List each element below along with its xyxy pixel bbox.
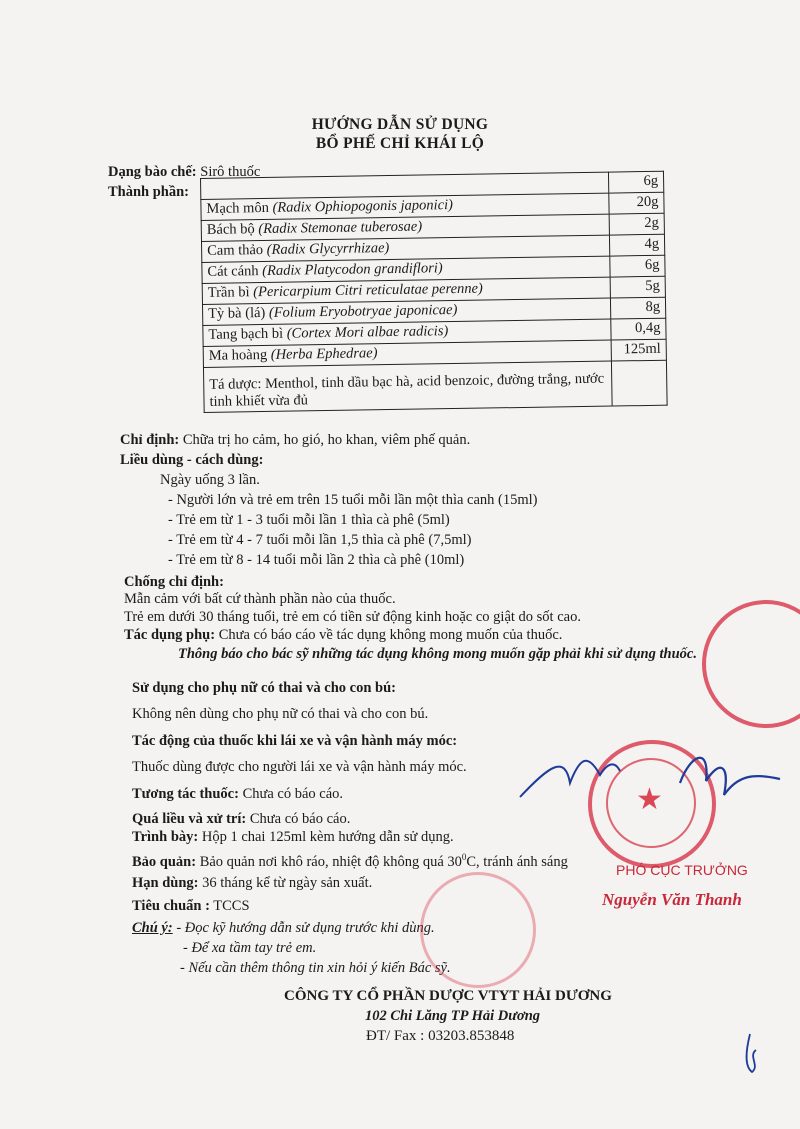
- standard: [132, 898, 250, 915]
- star-icon: ★: [636, 783, 663, 816]
- indication: [120, 432, 470, 449]
- presentation-label: Trình bày:: [132, 829, 199, 845]
- ingredient-name: Trần bì: [207, 284, 250, 301]
- ingredients-table: [200, 171, 668, 413]
- ingredient-name: Bách bộ: [206, 221, 255, 238]
- ingredient-name: Ma hoàng: [208, 346, 268, 364]
- excipient-amount-cell: [611, 360, 667, 406]
- storage-value-b: C, tránh ánh sáng: [466, 853, 568, 870]
- ingredient-amount: 125ml: [611, 339, 666, 361]
- title-line-2: BỔ PHẾ CHỈ KHÁI LỘ: [315, 135, 485, 152]
- dosage-line-2: - Người lớn và trẻ em trên 15 tuổi mỗi lần một thìa canh (15ml): [168, 492, 538, 508]
- document-title: [0, 115, 800, 153]
- ingredient-latin: (Radix Stemonae tuberosae): [258, 218, 423, 238]
- ingredient-name: Cam thảo: [207, 242, 264, 259]
- storage-degree-sup: 0: [461, 852, 467, 862]
- company-seal: [420, 872, 536, 988]
- company-address: 102 Chi Lăng TP Hải Dương: [365, 1008, 541, 1024]
- ingredient-name: Tỳ bà (lá): [208, 304, 266, 322]
- side-effects: [124, 627, 562, 644]
- shelf-life-value: 36 tháng kể từ ngày sản xuất.: [202, 875, 373, 891]
- pregnancy-value: Không nên dùng cho phụ nữ có thai và cho con bú.: [132, 706, 429, 722]
- interactions-value: Chưa có báo cáo.: [242, 786, 344, 802]
- company-name: CÔNG TY CỔ PHẦN DƯỢC VTYT HẢI DƯƠNG: [284, 988, 612, 1004]
- storage: [132, 852, 568, 871]
- storage-label: Bảo quản:: [132, 853, 197, 870]
- ingredients-label: Thành phần:: [108, 184, 190, 200]
- ingredient-latin: (Herba Ephedrae): [270, 345, 378, 363]
- ingredient-amount: 6g: [608, 171, 663, 193]
- indication-label: Chỉ định:: [120, 432, 180, 448]
- official-title: PHÓ CỤC TRƯỞNG: [616, 862, 748, 878]
- notes-line-3: - Nếu cần thêm thông tin xin hỏi ý kiến Bác sỹ.: [180, 960, 451, 976]
- signature-strokes: [510, 735, 790, 845]
- company-phone: ĐT/ Fax : 03203.853848: [366, 1028, 515, 1044]
- ingredient-amount: 5g: [610, 276, 665, 298]
- dosage-label: Liều dùng - cách dùng:: [120, 452, 264, 468]
- official-seal-top: [702, 600, 800, 728]
- notify-doctor: Thông báo cho bác sỹ những tác dụng không mong muốn gặp phải khi sử dụng thuốc.: [178, 646, 697, 662]
- ingredient-amount: 2g: [609, 213, 664, 235]
- overdose: [132, 811, 350, 828]
- ingredient-latin: (Folium Eryobotryae japonicae): [268, 301, 458, 321]
- ingredient-amount: 20g: [609, 192, 664, 214]
- dosage-line-1: Ngày uống 3 lần.: [160, 472, 260, 488]
- interactions: [132, 786, 343, 803]
- overdose-value: Chưa có báo cáo.: [249, 811, 351, 827]
- pregnancy-label: Sử dụng cho phụ nữ có thai và cho con bú:: [132, 680, 396, 696]
- ingredient-latin: (Radix Glycyrrhizae): [266, 240, 390, 258]
- side-effects-label: Tác dụng phụ:: [124, 627, 216, 643]
- initial-mark: [738, 1030, 768, 1080]
- notes-label: Chú ý:: [132, 920, 173, 936]
- dosage-form-value: Sirô thuốc: [200, 164, 261, 180]
- dosage-line-5: - Trẻ em từ 8 - 14 tuổi mỗi lần 2 thìa cà phê (10ml): [168, 552, 465, 568]
- ingredient-latin: (Pericarpium Citri reticulatae perenne): [253, 280, 483, 301]
- ingredient-amount: 4g: [609, 234, 664, 256]
- dosage-line-4: - Trẻ em từ 4 - 7 tuổi mỗi lần 1,5 thìa cà phê (7,5ml): [168, 532, 472, 548]
- contraindication-line-2: Trẻ em dưới 30 tháng tuổi, trẻ em có tiền sử động kinh hoặc co giật do sốt cao.: [124, 609, 581, 625]
- driving-label: Tác động của thuốc khi lái xe và vận hành máy móc:: [132, 733, 458, 749]
- presentation: [132, 829, 454, 846]
- ingredient-amount: 0,4g: [611, 318, 666, 340]
- indication-value: Chữa trị ho cảm, ho gió, ho khan, viêm phế quản.: [182, 432, 471, 448]
- official-name: Nguyễn Văn Thanh: [602, 890, 742, 909]
- shelf-life: [132, 875, 372, 892]
- notes: [132, 920, 435, 937]
- interactions-label: Tương tác thuốc:: [132, 786, 239, 802]
- contraindication-line-1: Mẫn cảm với bất cứ thành phần nào của thuốc.: [124, 591, 396, 607]
- storage-value-a: Bảo quản nơi khô ráo, nhiệt độ không quá 30: [199, 853, 462, 870]
- excipient-row: [203, 360, 667, 412]
- ingredient-latin: (Radix Platycodon grandiflori): [262, 260, 443, 280]
- ingredient-name: Cát cánh: [207, 263, 259, 280]
- notes-line-2: - Để xa tầm tay trẻ em.: [183, 940, 317, 956]
- contraindication-label: Chống chỉ định:: [124, 574, 224, 590]
- ingredient-amount: 6g: [610, 255, 665, 277]
- dosage-form-label: Dạng bào chế:: [108, 164, 197, 180]
- shelf-life-label: Hạn dùng:: [132, 875, 199, 891]
- overdose-label: Quá liều và xử trí:: [132, 811, 247, 827]
- presentation-value: Hộp 1 chai 125ml kèm hướng dẫn sử dụng.: [201, 829, 454, 845]
- dosage-line-3: - Trẻ em từ 1 - 3 tuổi mỗi lần 1 thìa cà phê (5ml): [168, 512, 450, 528]
- side-effects-value: Chưa có báo cáo về tác dụng không mong muốn của thuốc.: [218, 627, 563, 643]
- ingredient-latin: (Radix Ophiopogonis japonici): [272, 197, 454, 216]
- notes-line-1: - Đọc kỹ hướng dẫn sử dụng trước khi dùng.: [176, 920, 435, 936]
- excipient-text: Tá dược: Menthol, tinh dầu bạc hà, acid benzoic, đường trắng, nước tinh khiết vừa đủ: [203, 361, 612, 412]
- ingredient-name: Tang bạch bì: [208, 325, 284, 343]
- standard-value: TCCS: [213, 898, 250, 914]
- ingredient-name: Mạch môn: [206, 199, 270, 217]
- standard-label: Tiêu chuẩn :: [132, 898, 210, 914]
- ingredient-amount: 8g: [610, 297, 665, 319]
- driving-value: Thuốc dùng được cho người lái xe và vận hành máy móc.: [132, 759, 467, 775]
- title-line-1: HƯỚNG DẪN SỬ DỤNG: [311, 116, 489, 133]
- ingredient-latin: (Cortex Mori albae radicis): [286, 323, 449, 342]
